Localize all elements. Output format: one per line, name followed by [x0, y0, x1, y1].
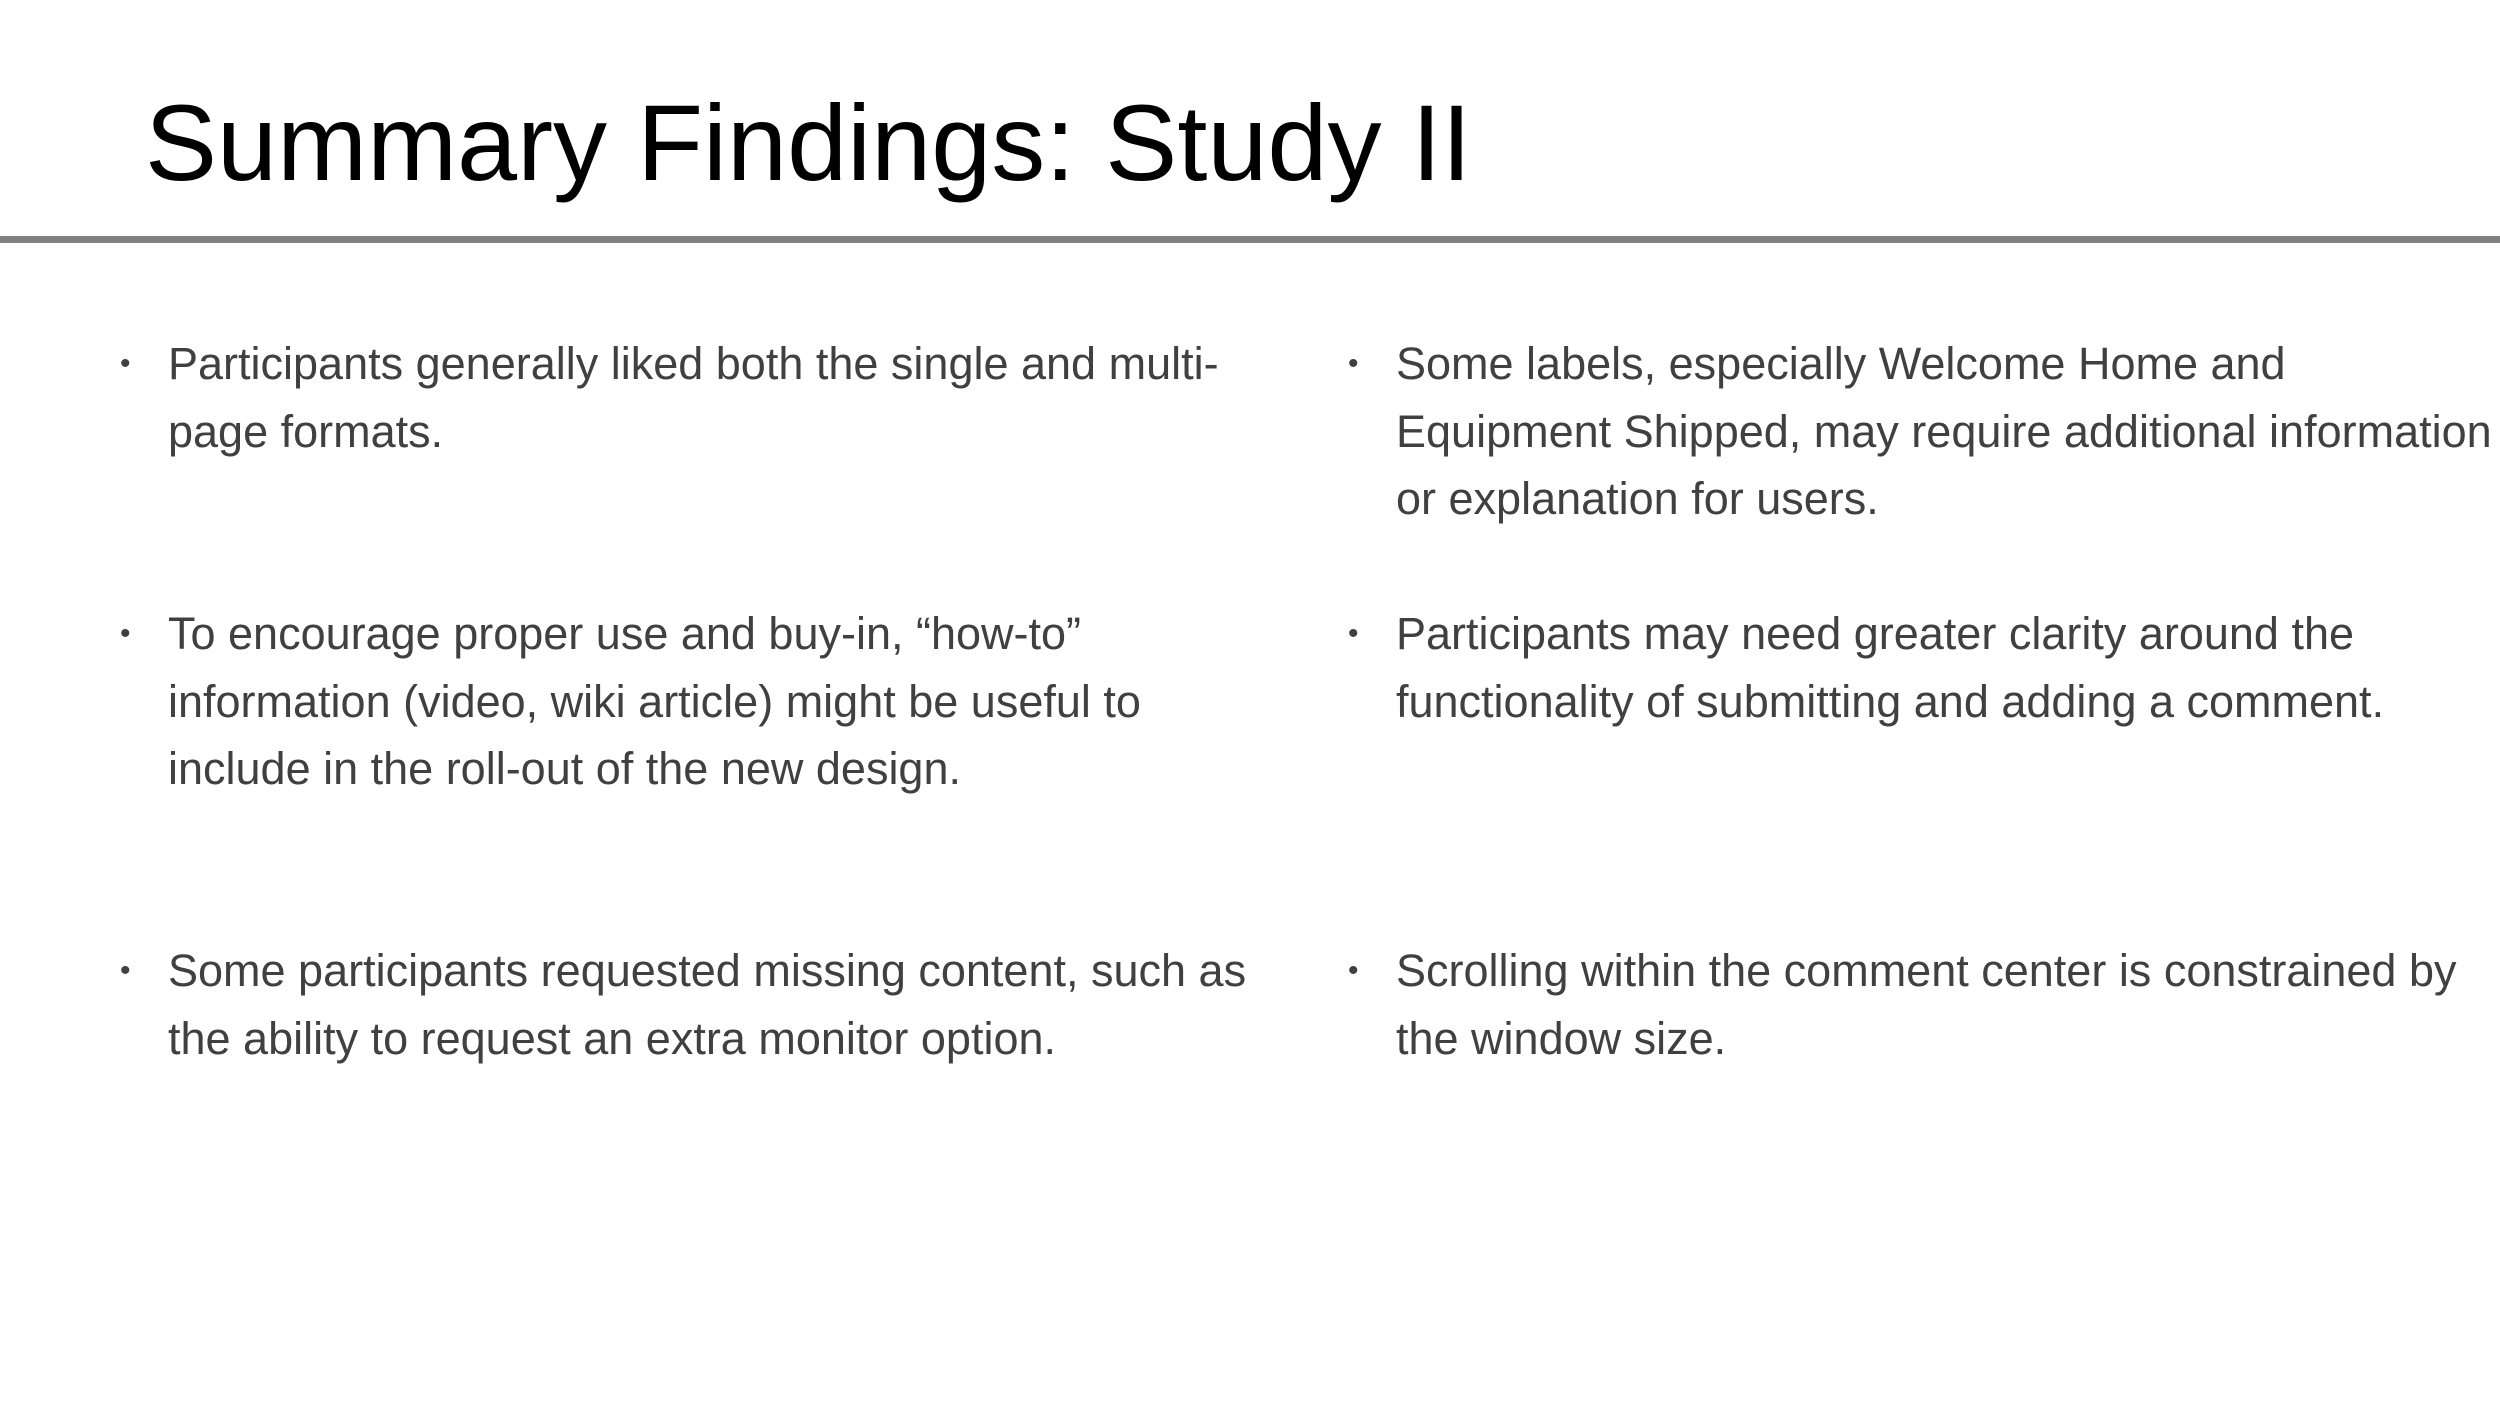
bullet-icon: •	[1348, 954, 1359, 987]
finding-left-1	[120, 330, 1278, 465]
bullet-icon: •	[120, 617, 131, 650]
bullet-icon: •	[120, 954, 131, 987]
slide-title: Summary Findings: Study II	[145, 82, 1472, 203]
finding-text: Some labels, especially Welcome Home and Equipment Shipped, may require additional information or explanation for users.	[1396, 338, 2492, 524]
finding-text: Scrolling within the comment center is constrained by the window size.	[1396, 945, 2457, 1064]
finding-text: Participants generally liked both the single and multi-page formats.	[168, 338, 1219, 457]
finding-left-3	[120, 937, 1278, 1072]
finding-text: Participants may need greater clarity around the functionality of submitting and adding a comment.	[1396, 608, 2385, 727]
title-divider	[0, 236, 2500, 243]
bullet-icon: •	[1348, 347, 1359, 380]
bullet-icon: •	[120, 347, 131, 380]
finding-right-2	[1348, 600, 2500, 735]
finding-right-1	[1348, 330, 2500, 533]
bullet-icon: •	[1348, 617, 1359, 650]
finding-right-3	[1348, 937, 2500, 1072]
finding-left-2	[120, 600, 1278, 803]
finding-text: Some participants requested missing content, such as the ability to request an extra monitor option.	[168, 945, 1247, 1064]
finding-text: To encourage proper use and buy-in, “how-to” information (video, wiki article) might be useful to include in the roll-out of the new design.	[168, 608, 1141, 794]
